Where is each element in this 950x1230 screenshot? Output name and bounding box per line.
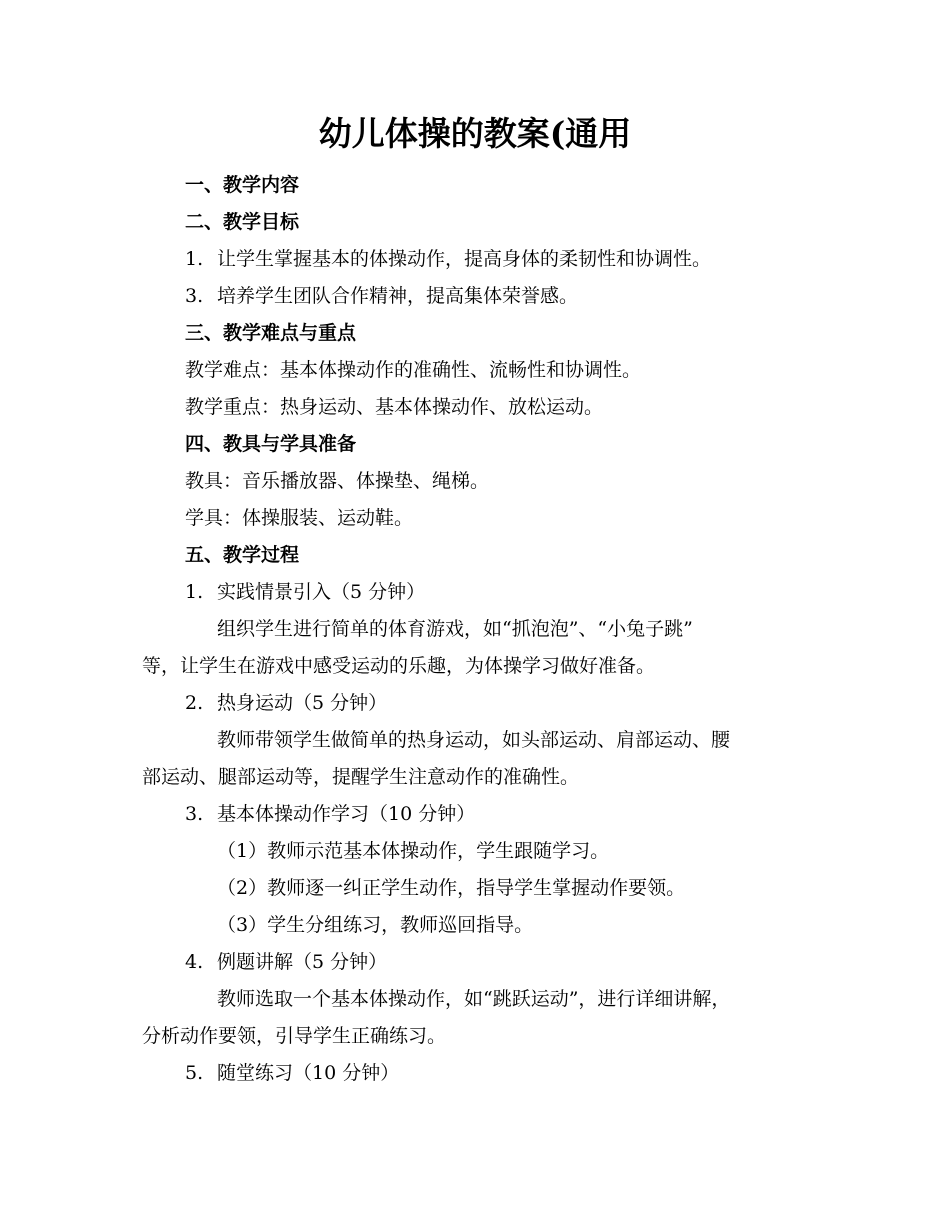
item-number: 1.: [185, 581, 204, 603]
item-number: 5.: [185, 1062, 204, 1084]
paragraph-line: 部运动、腿部运动等，提醒学生注意动作的准确性。: [142, 766, 580, 788]
process-step-5: [142, 1055, 812, 1092]
item-number: 4.: [185, 951, 204, 973]
item-text: 随堂练习（10 分钟）: [217, 1062, 400, 1084]
process-step-1: [142, 574, 812, 611]
paragraph-line: 教师带领学生做简单的热身运动，如头部运动、肩部运动、腰: [217, 729, 731, 751]
goal-item-1: [142, 241, 812, 278]
paragraph-line: 组织学生进行简单的体育游戏，如“抓泡泡”、“小兔子跳”: [217, 618, 693, 640]
section-heading-process: 五、教学过程: [185, 544, 300, 566]
document-body: [142, 167, 812, 1092]
sub-item-3: （3）学生分组练习，教师巡回指导。: [217, 914, 534, 936]
item-number: 3.: [185, 285, 204, 307]
item-number: 2.: [185, 692, 204, 714]
section-heading-aids: 四、教具与学具准备: [185, 433, 357, 455]
learning-aids-text: 学具：体操服装、运动鞋。: [185, 507, 414, 529]
item-text: 基本体操动作学习（10 分钟）: [217, 803, 476, 825]
document-title: 幼儿体操的教案(通用: [318, 114, 632, 153]
item-text: 培养学生团队合作精神，提高集体荣誉感。: [217, 285, 579, 307]
section-heading-difficulty: 三、教学难点与重点: [185, 322, 357, 344]
paragraph-line: 等，让学生在游戏中感受运动的乐趣，为体操学习做好准备。: [142, 655, 656, 677]
item-text: 让学生掌握基本的体操动作，提高身体的柔韧性和协调性。: [217, 248, 712, 270]
item-number: 3.: [185, 803, 204, 825]
goal-item-3: [142, 278, 812, 315]
section-heading-goals: 二、教学目标: [185, 211, 300, 233]
sub-item-2: （2）教师逐一纠正学生动作，指导学生掌握动作要领。: [217, 877, 686, 899]
paragraph-line: 分析动作要领，引导学生正确练习。: [142, 1025, 447, 1047]
process-step-4: [142, 944, 812, 981]
item-number: 1.: [185, 248, 204, 270]
process-step-3: [142, 796, 812, 833]
teaching-aids-text: 教具：音乐播放器、体操垫、绳梯。: [185, 470, 490, 492]
difficulty-text: 教学难点：基本体操动作的准确性、流畅性和协调性。: [185, 359, 642, 381]
item-text: 热身运动（5 分钟）: [217, 692, 388, 714]
process-step-2: [142, 685, 812, 722]
section-heading-content: 一、教学内容: [185, 174, 300, 196]
item-text: 实践情景引入（5 分钟）: [217, 581, 426, 603]
paragraph-line: 教师选取一个基本体操动作，如“跳跃运动”，进行详细讲解，: [217, 988, 731, 1010]
key-point-text: 教学重点：热身运动、基本体操动作、放松运动。: [185, 396, 604, 418]
sub-item-1: （1）教师示范基本体操动作，学生跟随学习。: [217, 840, 610, 862]
item-text: 例题讲解（5 分钟）: [217, 951, 388, 973]
